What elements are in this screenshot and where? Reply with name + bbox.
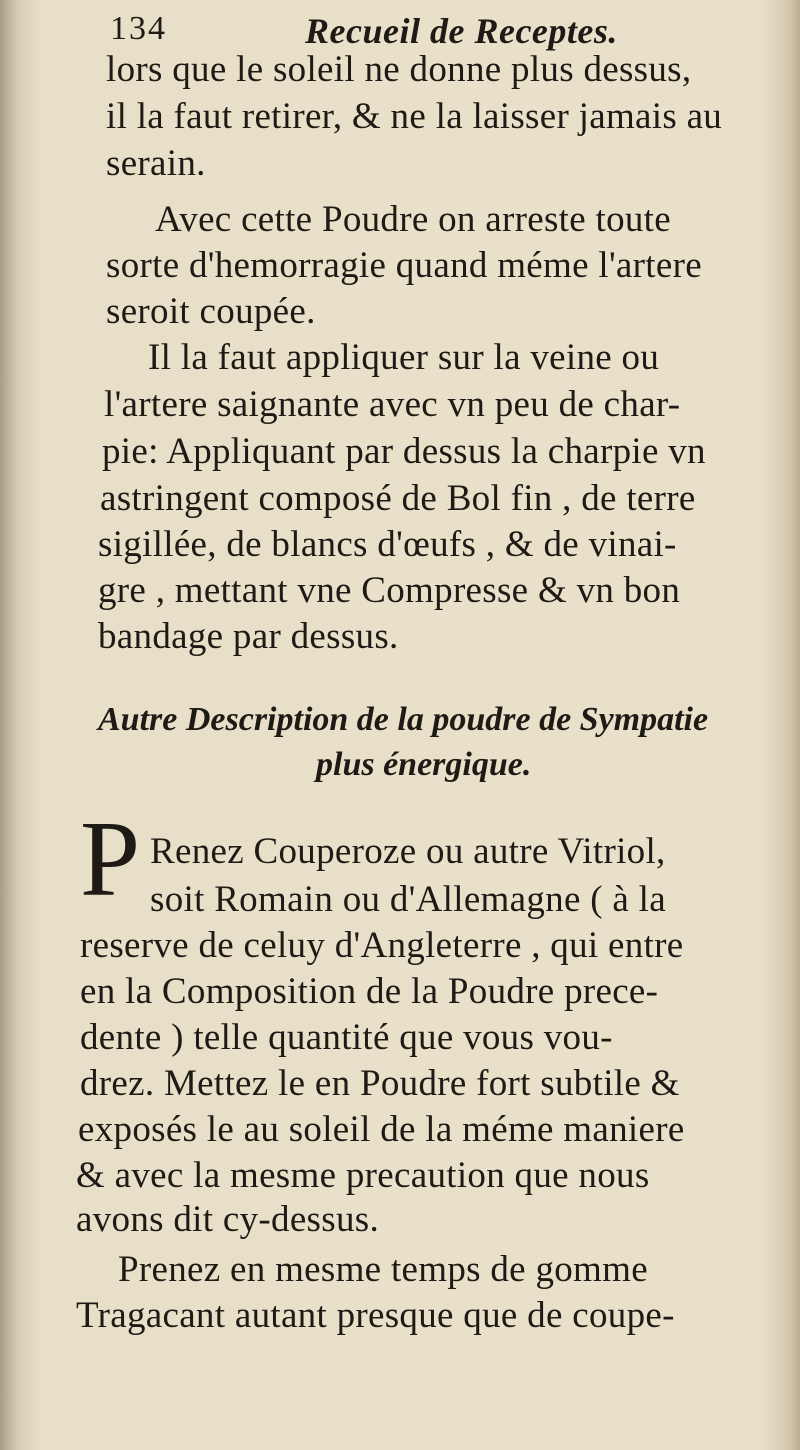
text-line: Il la faut appliquer sur la veine ou — [148, 337, 660, 378]
text-line: Prenez en mesme temps de gomme — [118, 1249, 648, 1290]
text-line: exposés le au soleil de la méme maniere — [78, 1109, 685, 1150]
text-line: drez. Mettez le en Poudre fort subtile & — [80, 1063, 680, 1104]
text-line: serain. — [106, 143, 206, 184]
text-line: gre , mettant vne Compresse & vn bon — [98, 570, 681, 611]
text-line: lors que le soleil ne donne plus dessus, — [106, 49, 692, 90]
text-line: seroit coupée. — [106, 291, 316, 332]
drop-cap: P — [80, 800, 141, 919]
running-title: Recueil de Receptes. — [305, 11, 618, 51]
text-line: Renez Couperoze ou autre Vitriol, — [150, 831, 666, 872]
text-line: pie: Appliquant par dessus la charpie vn — [102, 431, 706, 472]
text-line: bandage par dessus. — [98, 616, 399, 657]
text-line: il la faut retirer, & ne la laisser jamais au — [106, 96, 723, 137]
text-line: & avec la mesme precaution que nous — [76, 1155, 650, 1196]
text-line: avons dit cy-dessus. — [76, 1199, 379, 1240]
section-heading-line: Autre Description de la poudre de Sympatie — [98, 701, 709, 738]
page-number: 134 — [110, 10, 167, 47]
text-line: l'artere saignante avec vn peu de char- — [104, 384, 681, 425]
page-header — [110, 10, 760, 50]
section-heading-line: plus énergique. — [316, 746, 532, 783]
text-line: dente ) telle quantité que vous vou- — [80, 1017, 613, 1058]
text-line: astringent composé de Bol fin , de terre — [100, 478, 696, 519]
text-line: Tragacant autant presque que de coupe- — [76, 1295, 675, 1336]
text-line: reserve de celuy d'Angleterre , qui entre — [80, 925, 684, 966]
text-line: soit Romain ou d'Allemagne ( à la — [150, 879, 666, 920]
text-line: Avec cette Poudre on arreste toute — [155, 199, 671, 240]
text-line: sigillée, de blancs d'œufs , & de vinai- — [98, 524, 677, 565]
text-line: en la Composition de la Poudre prece- — [80, 971, 659, 1012]
text-line: sorte d'hemorragie quand méme l'artere — [106, 245, 702, 286]
